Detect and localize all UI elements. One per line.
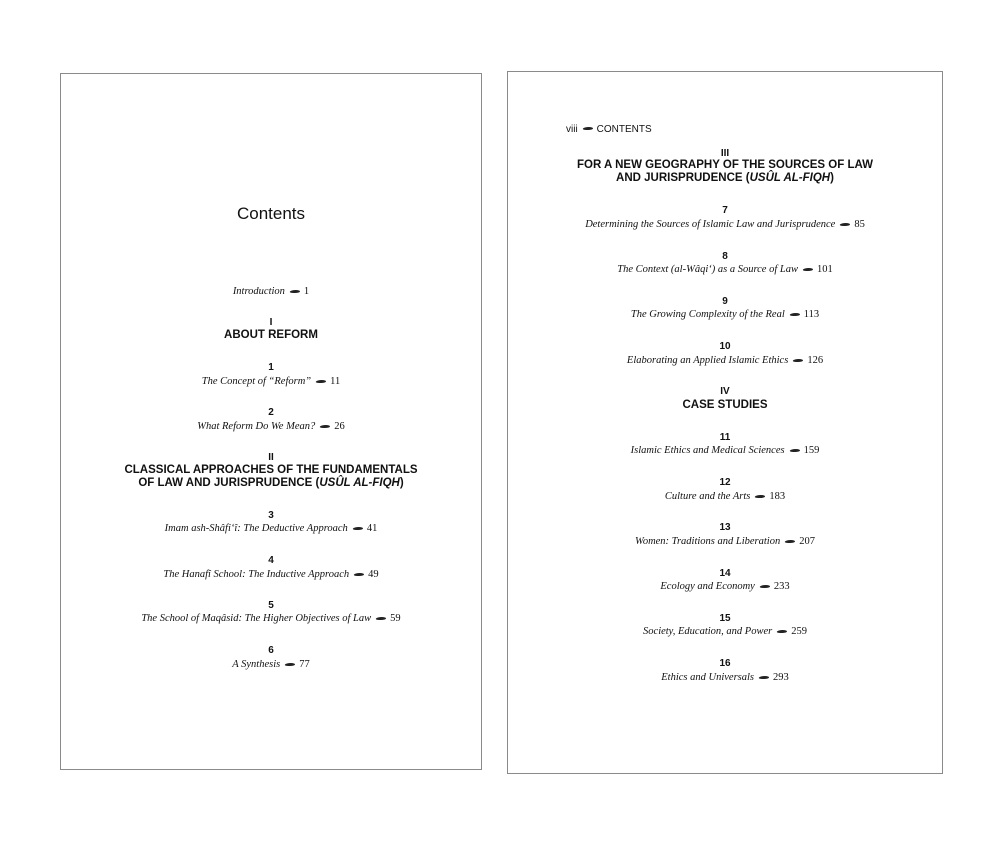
toc-entry <box>508 625 942 638</box>
chapter-number: 11 <box>719 432 731 443</box>
leaf-ornament-icon <box>316 380 326 384</box>
chapter-number: 15 <box>719 613 731 624</box>
chapter-number: 9 <box>722 296 728 307</box>
part-title-italic: USÛL AL-FIQH <box>749 172 831 184</box>
entry-page: 101 <box>816 264 833 275</box>
right-page <box>507 71 943 774</box>
chapter-number: 7 <box>722 205 728 216</box>
entry-title: Ethics and Universals <box>661 672 754 683</box>
chapter-number: 8 <box>722 251 728 262</box>
chapter-number: 16 <box>719 658 731 669</box>
entry-title: The Hanafî School: The Inductive Approach <box>163 569 350 580</box>
leaf-ornament-icon <box>353 527 363 531</box>
left-page <box>60 73 482 770</box>
part-title: CASE STUDIES <box>682 399 768 411</box>
leaf-ornament-icon <box>803 268 813 272</box>
toc-entry <box>61 375 481 388</box>
entry-page: 293 <box>773 672 789 683</box>
part-title-line2 <box>508 172 942 185</box>
entry-title: The Context (al-Wâqi‘) as a Source of Law <box>617 264 798 275</box>
entry-page: 77 <box>299 659 310 670</box>
chapter-number: 6 <box>268 645 274 656</box>
entry-title: The Growing Complexity of the Real <box>630 309 785 320</box>
part-title-text: ) <box>399 477 404 489</box>
entry-title: Determining the Sources of Islamic Law and Jurisprudence <box>585 219 836 230</box>
part-title-text: OF LAW AND JURISPRUDENCE ( <box>138 477 320 489</box>
part-title-text: ) <box>830 172 834 184</box>
toc-entry <box>61 522 481 535</box>
leaf-ornament-icon <box>785 540 795 544</box>
part-title-italic: USÛL AL-FIQH <box>319 477 400 489</box>
entry-title: Islamic Ethics and Medical Sciences <box>630 445 785 456</box>
toc-entry <box>508 444 942 457</box>
toc-entry <box>508 263 942 276</box>
toc-entry <box>508 354 942 367</box>
leaf-ornament-icon <box>285 663 295 667</box>
entry-page: 26 <box>334 421 345 432</box>
leaf-ornament-icon <box>793 359 803 363</box>
toc-entry <box>508 218 942 231</box>
entry-title: Women: Traditions and Liberation <box>635 536 781 547</box>
chapter-number: 5 <box>268 600 274 611</box>
entry-title: A Synthesis <box>232 659 281 670</box>
chapter-number: 10 <box>719 341 731 352</box>
entry-title: Society, Education, and Power <box>643 626 773 637</box>
leaf-ornament-icon <box>320 425 330 429</box>
part-number: III <box>720 148 730 159</box>
part-title-line1: FOR A NEW GEOGRAPHY OF THE SOURCES OF LAW <box>576 159 874 171</box>
toc-entry <box>508 490 942 503</box>
part-number: IV <box>720 386 730 397</box>
part-title: ABOUT REFORM <box>224 329 318 341</box>
leaf-ornament-icon <box>790 313 800 317</box>
toc-entry <box>61 568 481 581</box>
part-title-line2 <box>61 477 481 490</box>
entry-page: 11 <box>330 376 341 387</box>
entry-title: Imam ash-Shâfi‘î: The Deductive Approach <box>164 523 348 534</box>
leaf-ornament-icon <box>583 127 593 131</box>
toc-entry <box>508 308 942 321</box>
entry-title: What Reform Do We Mean? <box>197 421 316 432</box>
entry-page: 183 <box>769 491 786 502</box>
contents-heading: Contents <box>236 204 306 223</box>
entry-page: 207 <box>799 536 815 547</box>
entry-title: Introduction <box>232 286 285 297</box>
toc-entry <box>61 612 481 625</box>
entry-page: 41 <box>366 523 378 534</box>
leaf-ornament-icon <box>760 585 770 589</box>
entry-page: 159 <box>803 445 820 456</box>
toc-entry <box>61 420 481 433</box>
running-head <box>566 124 652 135</box>
toc-entry <box>508 671 942 684</box>
entry-title: Elaborating an Applied Islamic Ethics <box>626 355 789 366</box>
chapter-number: 1 <box>268 362 274 373</box>
leaf-ornament-icon <box>759 676 769 680</box>
entry-page: 85 <box>854 219 865 230</box>
toc-entry <box>508 535 942 548</box>
part-title-text: AND JURISPRUDENCE ( <box>616 172 750 184</box>
entry-page: 126 <box>807 355 824 366</box>
entry-page: 59 <box>390 613 401 624</box>
leaf-ornament-icon <box>290 290 300 294</box>
entry-title: The School of Maqâsid: The Higher Objectives of Law <box>141 613 372 624</box>
leaf-ornament-icon <box>755 495 765 499</box>
entry-page: 49 <box>368 569 379 580</box>
leaf-ornament-icon <box>840 223 850 227</box>
leaf-ornament-icon <box>790 449 800 453</box>
chapter-number: 12 <box>719 477 731 488</box>
entry-title: The Concept of “Reform” <box>201 376 312 387</box>
toc-entry-introduction <box>61 285 481 298</box>
running-head-label: CONTENTS <box>596 124 652 135</box>
chapter-number: 2 <box>268 407 274 418</box>
part-title-line1: CLASSICAL APPROACHES OF THE FUNDAMENTALS <box>124 464 418 476</box>
toc-entry <box>61 658 481 671</box>
entry-title: Ecology and Economy <box>660 581 755 592</box>
leaf-ornament-icon <box>376 617 386 621</box>
entry-page: 113 <box>803 309 820 320</box>
entry-page: 259 <box>791 626 807 637</box>
part-number: I <box>269 317 273 328</box>
entry-title: Culture and the Arts <box>664 491 751 502</box>
leaf-ornament-icon <box>354 573 364 577</box>
folio: viii <box>566 124 578 135</box>
leaf-ornament-icon <box>777 630 787 634</box>
chapter-number: 13 <box>719 522 731 533</box>
part-number: II <box>268 452 274 463</box>
entry-page: 233 <box>773 581 790 592</box>
chapter-number: 3 <box>268 510 274 521</box>
chapter-number: 14 <box>719 568 731 579</box>
chapter-number: 4 <box>268 555 274 566</box>
entry-page: 1 <box>303 286 310 297</box>
toc-entry <box>508 580 942 593</box>
